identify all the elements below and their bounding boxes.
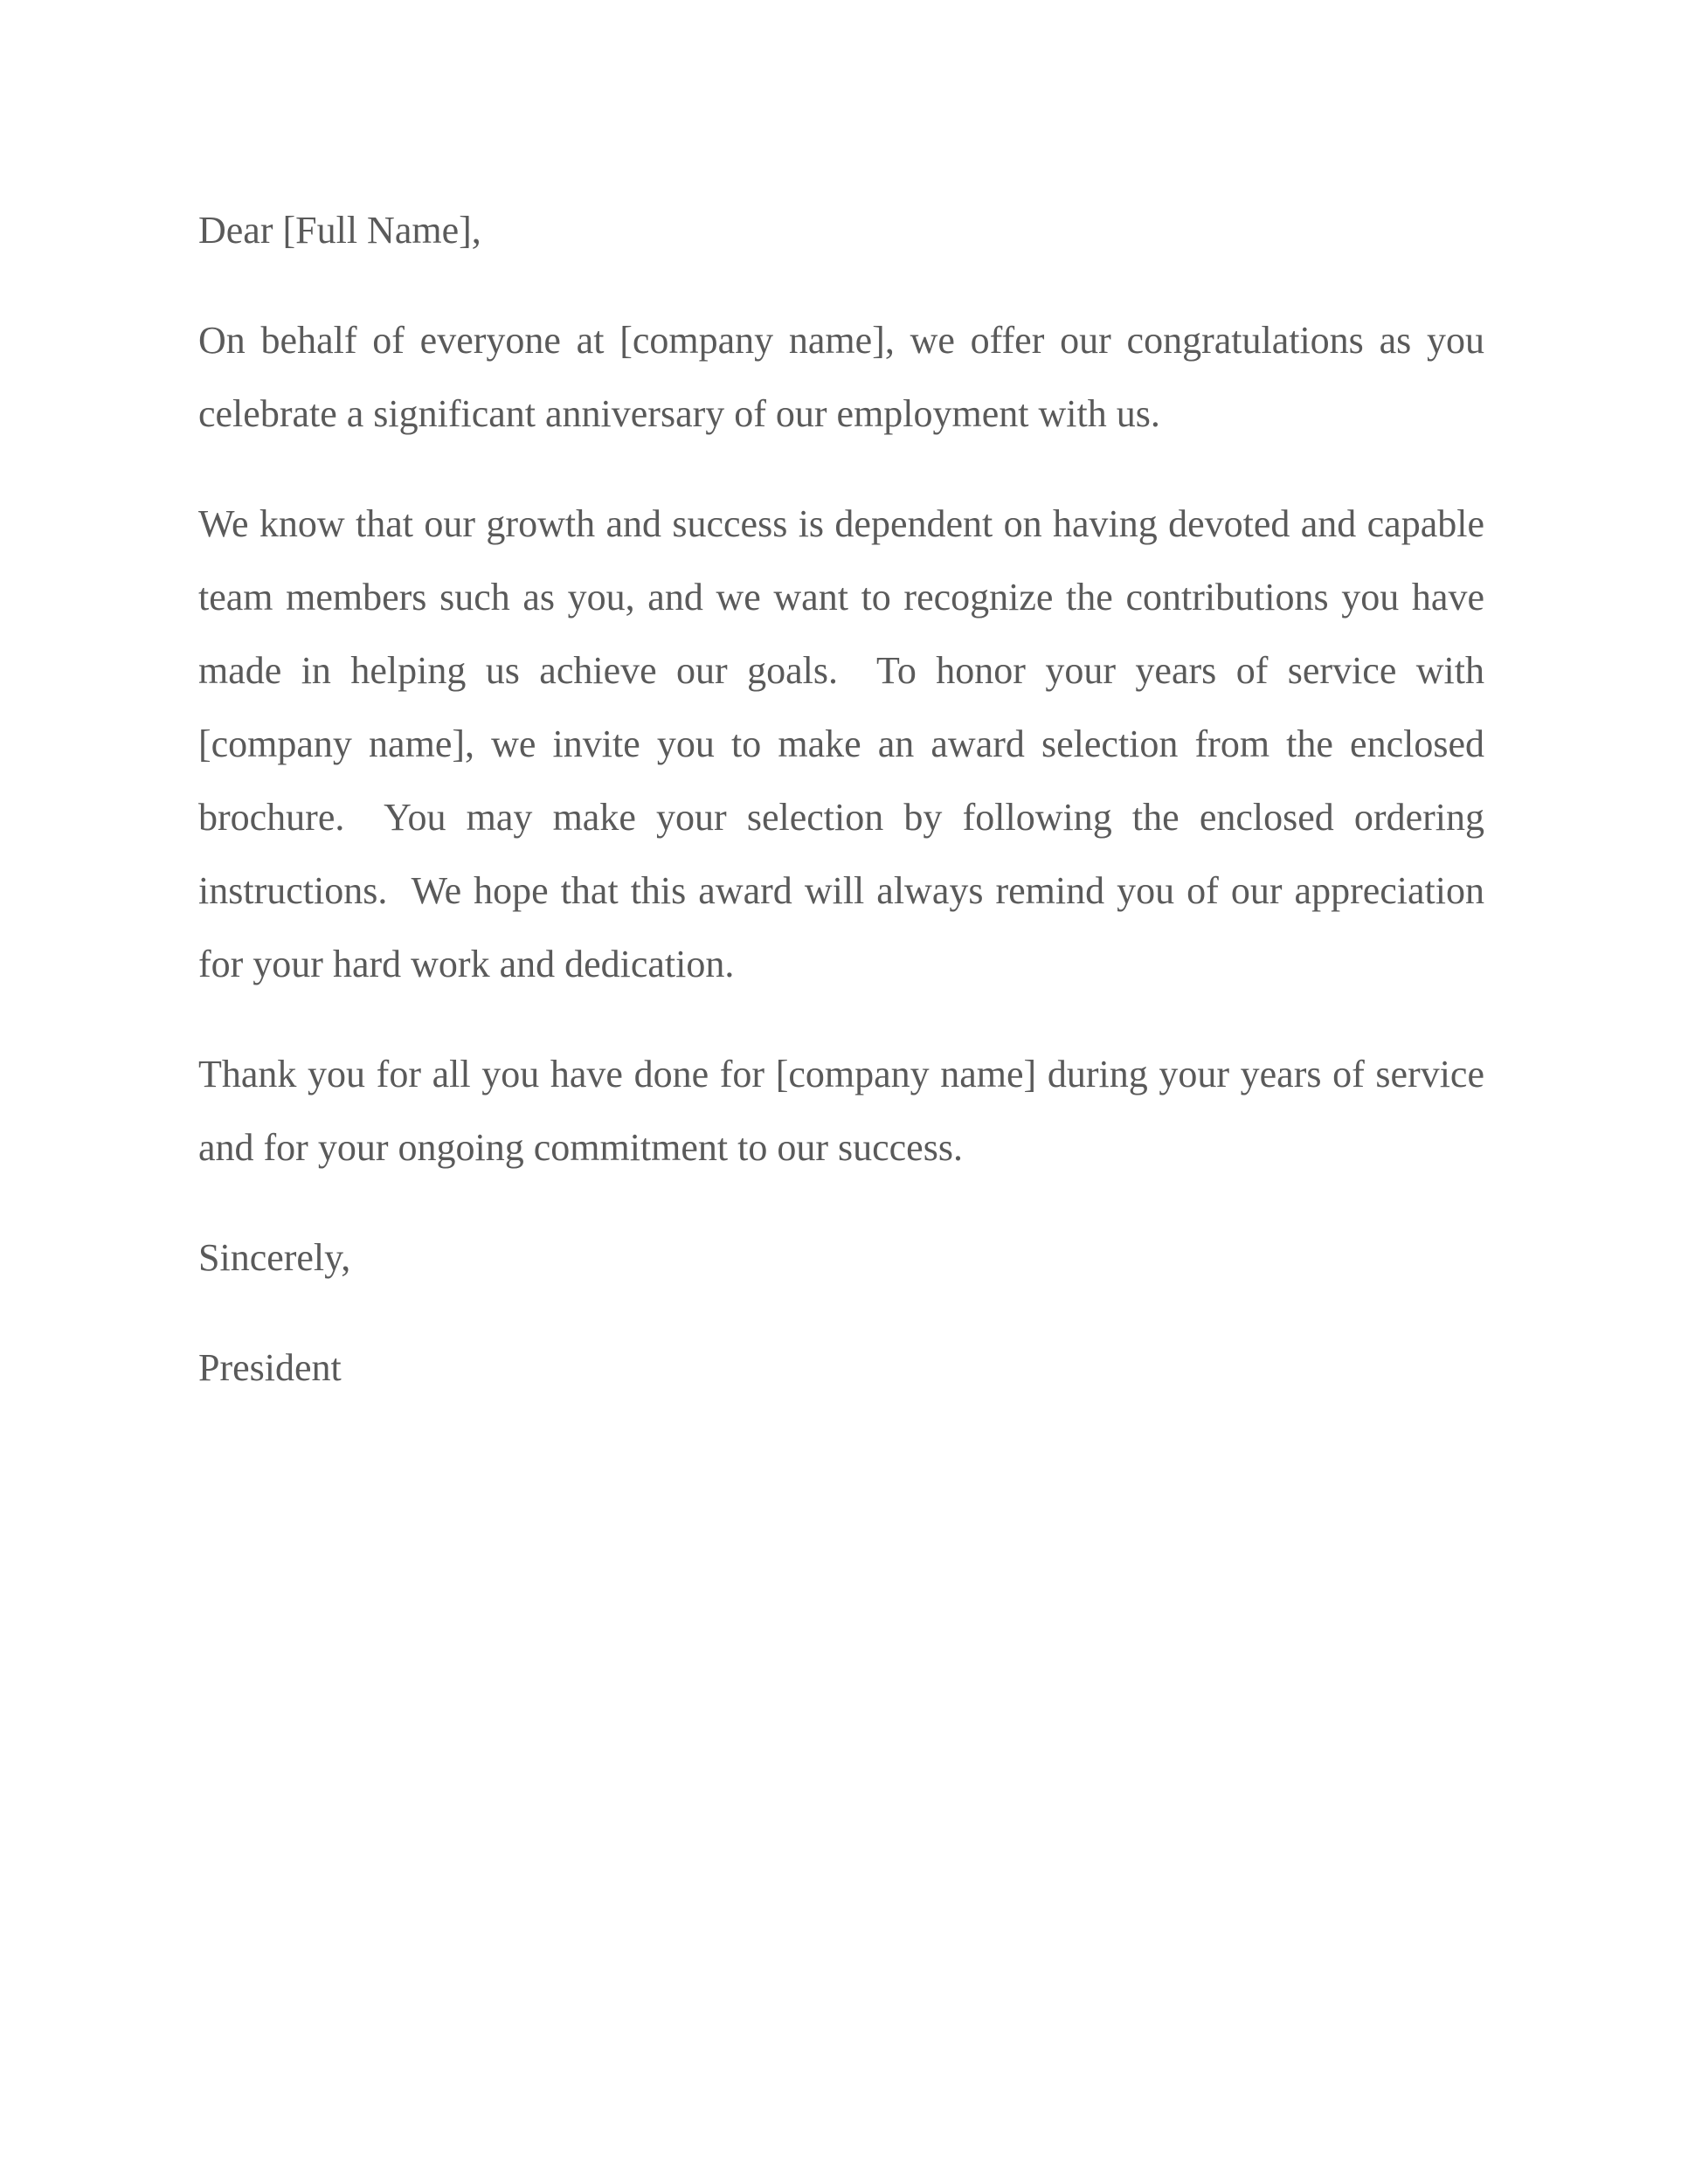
letter-body xyxy=(198,194,1494,1405)
salutation: Dear [Full Name], xyxy=(198,209,481,252)
paragraph-thank-you: Thank you for all you have done for [company name] during your years of service and for your ongoing commitment to our success. xyxy=(198,1053,1484,1169)
paragraph-award-selection: We know that our growth and success is dependent on having devoted and capable team members such as you, and we want to recognize the contributions you have made in helping us achieve our goals. To honor your years of service with [company name], we invite you to make an award selection from the enclosed brochure. You may make your selection by following the enclosed ordering instructions. We hope that this award will always remind you of our appreciation for your hard work and dedication. xyxy=(198,502,1494,985)
paragraph-congratulations: On behalf of everyone at [company name], we offer our congratulations as you celebrate a significant anniversary of our employment with us. xyxy=(198,319,1484,435)
signature-title: President xyxy=(198,1346,342,1389)
closing: Sincerely, xyxy=(198,1236,351,1279)
